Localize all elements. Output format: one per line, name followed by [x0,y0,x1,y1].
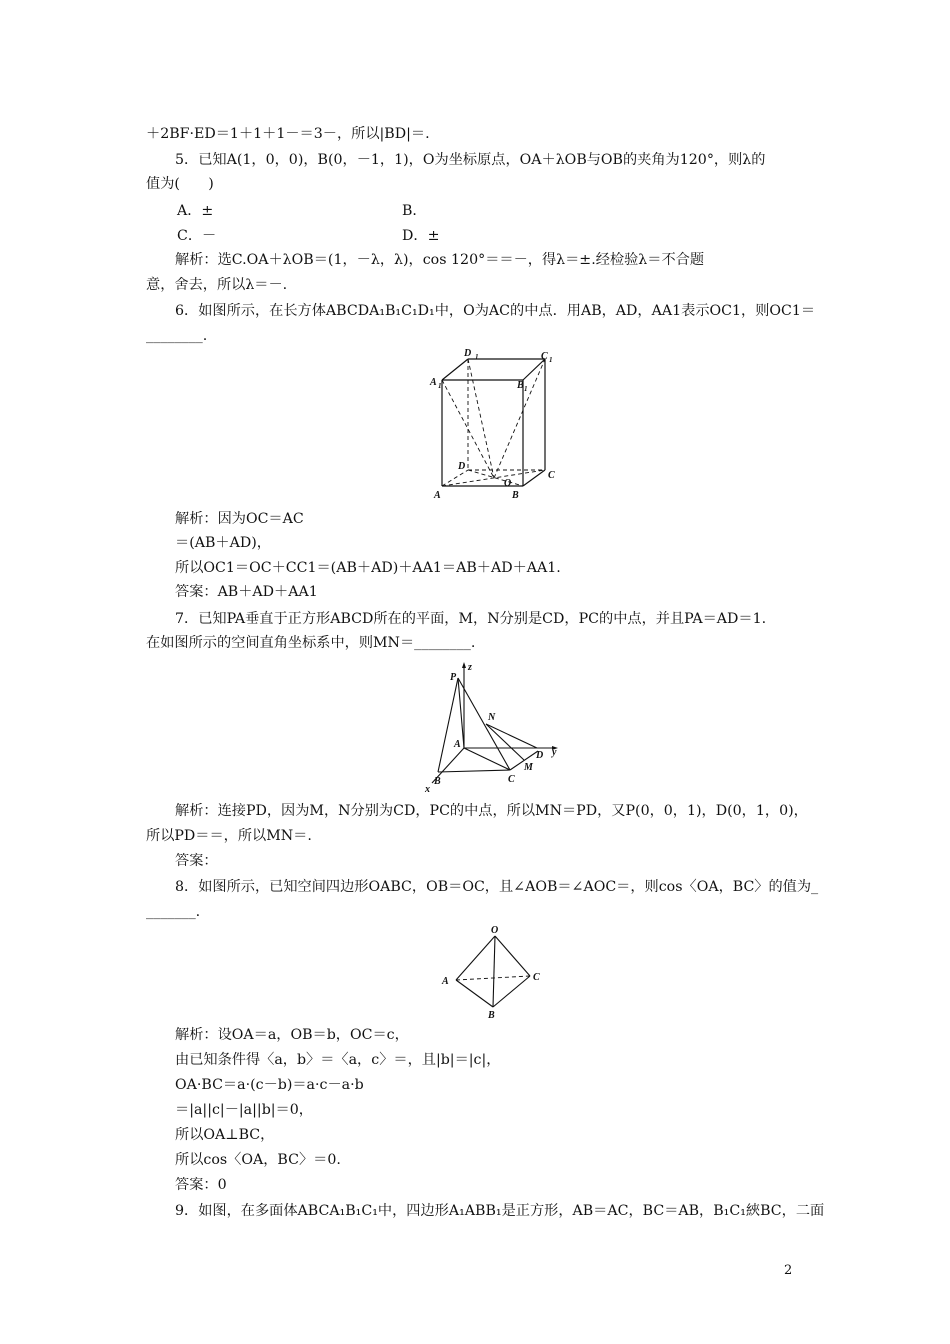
q7-solution-line-1: 解析：连接PD，因为M，N分别为CD，PC的中点，所以MN＝PD，又P(0，0，1)，D(0，1，0)， [175,803,808,819]
question-8-line-1: 8．如图所示，已知空间四边形OABC，OB＝OC，且∠AOB＝∠AOC＝，则cos〈OA，BC〉的值为_ [175,879,819,895]
label-x: x [425,784,430,795]
q5-solution-line-1: 解析：选C.OA＋λOB＝(1，－λ，λ)，cos 120°＝＝－，得λ＝±.经检验λ＝不合题 [175,252,705,268]
label-y: y [552,747,557,758]
q8-solution-line-5: 所以OA⊥BC， [175,1127,275,1143]
question-5-line-1: 5．已知A(1，0，0)，B(0，－1，1)，O为坐标原点，OA＋λOB与OB的夹角为120°，则λ的 [175,152,766,168]
text-line: ＋2BF·ED＝1＋1＋1－＝3－，所以|BD|＝. [146,126,430,142]
q7-solution-line-2: 所以PD＝＝，所以MN＝. [146,828,312,844]
figure-tetrahedron [438,922,548,1020]
question-6-line-2: ________. [146,328,208,344]
q6-answer: 答案：AB＋AD＋AA1 [175,584,318,600]
label-o: O [491,925,499,936]
q7-answer: 答案： [175,853,218,869]
label-b: B [434,776,441,787]
option-b: B． [402,203,427,219]
label-d1: D [464,348,472,359]
question-8-line-2: _______. [146,904,201,920]
label-c: C [533,972,540,983]
page-number: 2 [784,1263,793,1278]
q6-solution-line-3: 所以OC1＝OC＋CC1＝(AB＋AD)＋AA1＝AB＋AD＋AA1. [175,560,561,576]
label-c: C [508,774,515,785]
q8-solution-line-2: 由已知条件得〈a，b〉＝〈a，c〉＝，且|b|＝|c|， [175,1052,501,1068]
question-7-line-2: 在如图所示的空间直角坐标系中，则MN＝________. [146,635,476,651]
label-c1: C [541,351,548,362]
label-m: M [524,762,533,773]
label-a1: A [430,377,437,388]
q8-solution-line-3: OA·BC＝a·(c－b)＝a·c－a·b [175,1077,364,1093]
label-a: A [442,976,449,987]
label-a: A [434,490,441,501]
label-sub: 1 [524,385,528,393]
label-d: D [536,750,544,761]
label-a: A [454,739,461,750]
label-c: C [548,470,555,481]
label-d: D [458,461,466,472]
label-b1: B [517,380,524,391]
label-sub: 1 [438,382,442,390]
label-sub: 1 [475,353,479,361]
label-b: B [512,490,519,501]
label-b: B [488,1010,495,1021]
figure-pyramid-axes [420,658,565,793]
label-n: N [488,712,496,723]
question-7-line-1: 7．已知PA垂直于正方形ABCD所在的平面，M，N分别是CD，PC的中点，并且PA＝AD＝1. [175,611,767,627]
q8-answer: 答案：0 [175,1177,227,1193]
label-o: O [504,478,512,489]
question-6-line-1: 6．如图所示，在长方体ABCDA₁B₁C₁D₁中，O为AC的中点．用AB，AD，AA1表示OC1，则OC1＝ [175,303,816,319]
question-5-line-2: 值为( ) [146,176,214,192]
figure-cuboid [428,348,558,503]
label-p: P [450,672,457,683]
label-sub: 1 [549,356,553,364]
label-z: z [468,662,472,673]
option-a: A．± [177,203,214,219]
q6-solution-line-2: ＝(AB＋AD)， [175,535,271,551]
q6-solution-line-1: 解析：因为OC＝AC [175,511,304,527]
option-c: C．－ [177,228,217,244]
option-d: D．± [402,228,440,244]
q5-solution-line-2: 意，舍去，所以λ＝－. [146,277,288,293]
q8-solution-line-4: ＝|a||c|－|a||b|＝0， [175,1102,313,1118]
q8-solution-line-6: 所以cos〈OA，BC〉＝0. [175,1152,341,1168]
question-9-line-1: 9．如图，在多面体ABCA₁B₁C₁中，四边形A₁ABB₁是正方形，AB＝AC，BC＝AB，B₁C₁綊BC，二面 [175,1203,825,1219]
q8-solution-line-1: 解析：设OA＝a，OB＝b，OC＝c， [175,1027,409,1043]
